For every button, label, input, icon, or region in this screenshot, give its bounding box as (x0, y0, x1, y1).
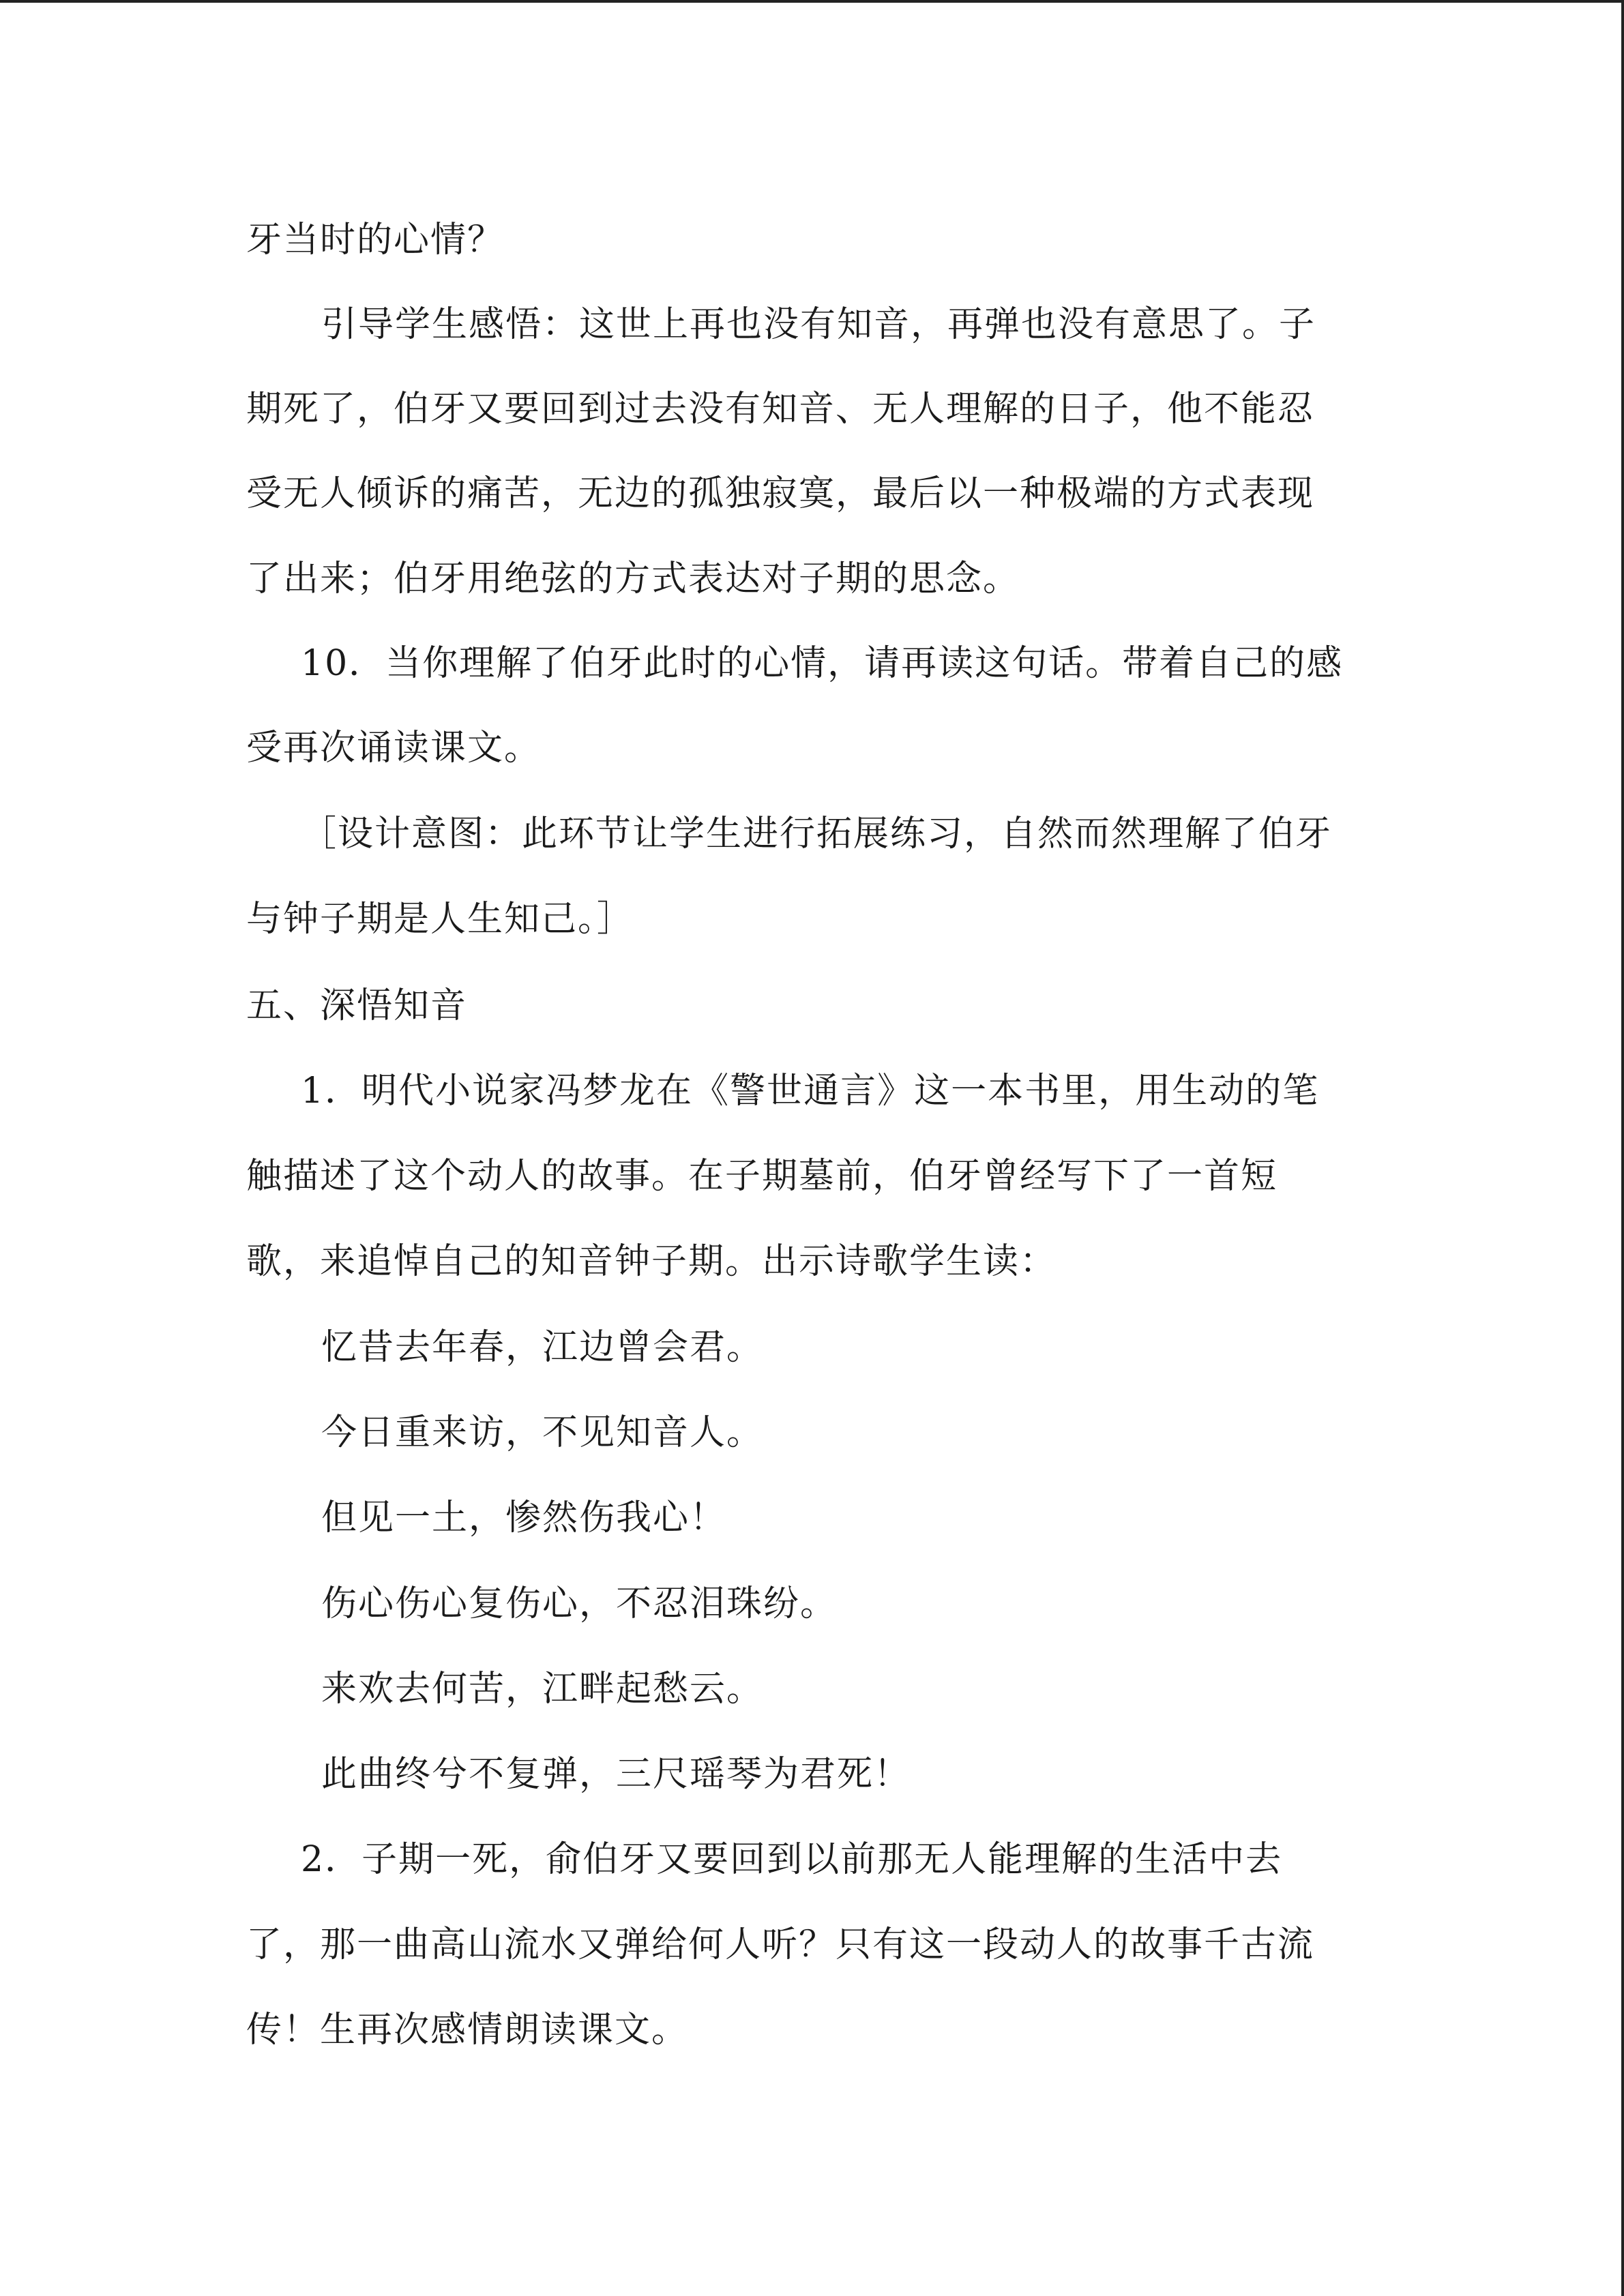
text-line: 歌，来追悼自己的知音钟子期。出示诗歌学生读： (246, 1241, 1057, 1282)
text-line: 了，那一曲高山流水又弹给何人听？只有这一段动人的故事千古流 (246, 1924, 1315, 1965)
page-right-border (1621, 0, 1624, 2296)
text-line: 期死了，伯牙又要回到过去没有知音、无人理解的日子，他不能忍 (246, 389, 1315, 430)
poem-line: 伤心伤心复伤心，不忍泪珠纷。 (321, 1583, 838, 1624)
text-line: 1．明代小说家冯梦龙在《警世通言》这一本书里，用生动的笔 (301, 1071, 1320, 1112)
text-line: 受再次诵读课文。 (246, 728, 542, 769)
page-top-border (0, 0, 1624, 3)
text-line: 受无人倾诉的痛苦，无边的孤独寂寞，最后以一种极端的方式表现 (246, 473, 1315, 514)
text-line: 牙当时的心情？ (246, 220, 505, 260)
text-line: 2．子期一死，俞伯牙又要回到以前那无人能理解的生活中去 (301, 1839, 1283, 1880)
section-heading: 五、深悟知音 (246, 985, 468, 1026)
text-line: 触描述了这个动人的故事。在子期墓前，伯牙曾经写下了一首短 (246, 1156, 1278, 1197)
design-intent-note: ［设计意图：此环节让学生进行拓展练习，自然而然理解了伯牙 (301, 814, 1333, 854)
text-line: 传！生再次感情朗读课文。 (246, 2010, 689, 2051)
design-intent-note: 与钟子期是人生知己。］ (246, 899, 634, 940)
poem-line: 今日重来访，不见知音人。 (321, 1412, 764, 1453)
text-line: 10．当你理解了伯牙此时的心情，请再读这句话。带着自己的感 (301, 643, 1344, 684)
text-line: 引导学生感悟：这世上再也没有知音，再弹也没有意思了。子 (321, 304, 1316, 345)
poem-line: 来欢去何苦，江畔起愁云。 (321, 1669, 764, 1710)
poem-line: 忆昔去年春，江边曾会君。 (321, 1327, 764, 1368)
poem-line: 此曲终兮不复弹，三尺瑶琴为君死！ (321, 1754, 911, 1795)
poem-line: 但见一土，惨然伤我心！ (321, 1497, 727, 1538)
text-line: 了出来；伯牙用绝弦的方式表达对子期的思念。 (246, 558, 1020, 599)
